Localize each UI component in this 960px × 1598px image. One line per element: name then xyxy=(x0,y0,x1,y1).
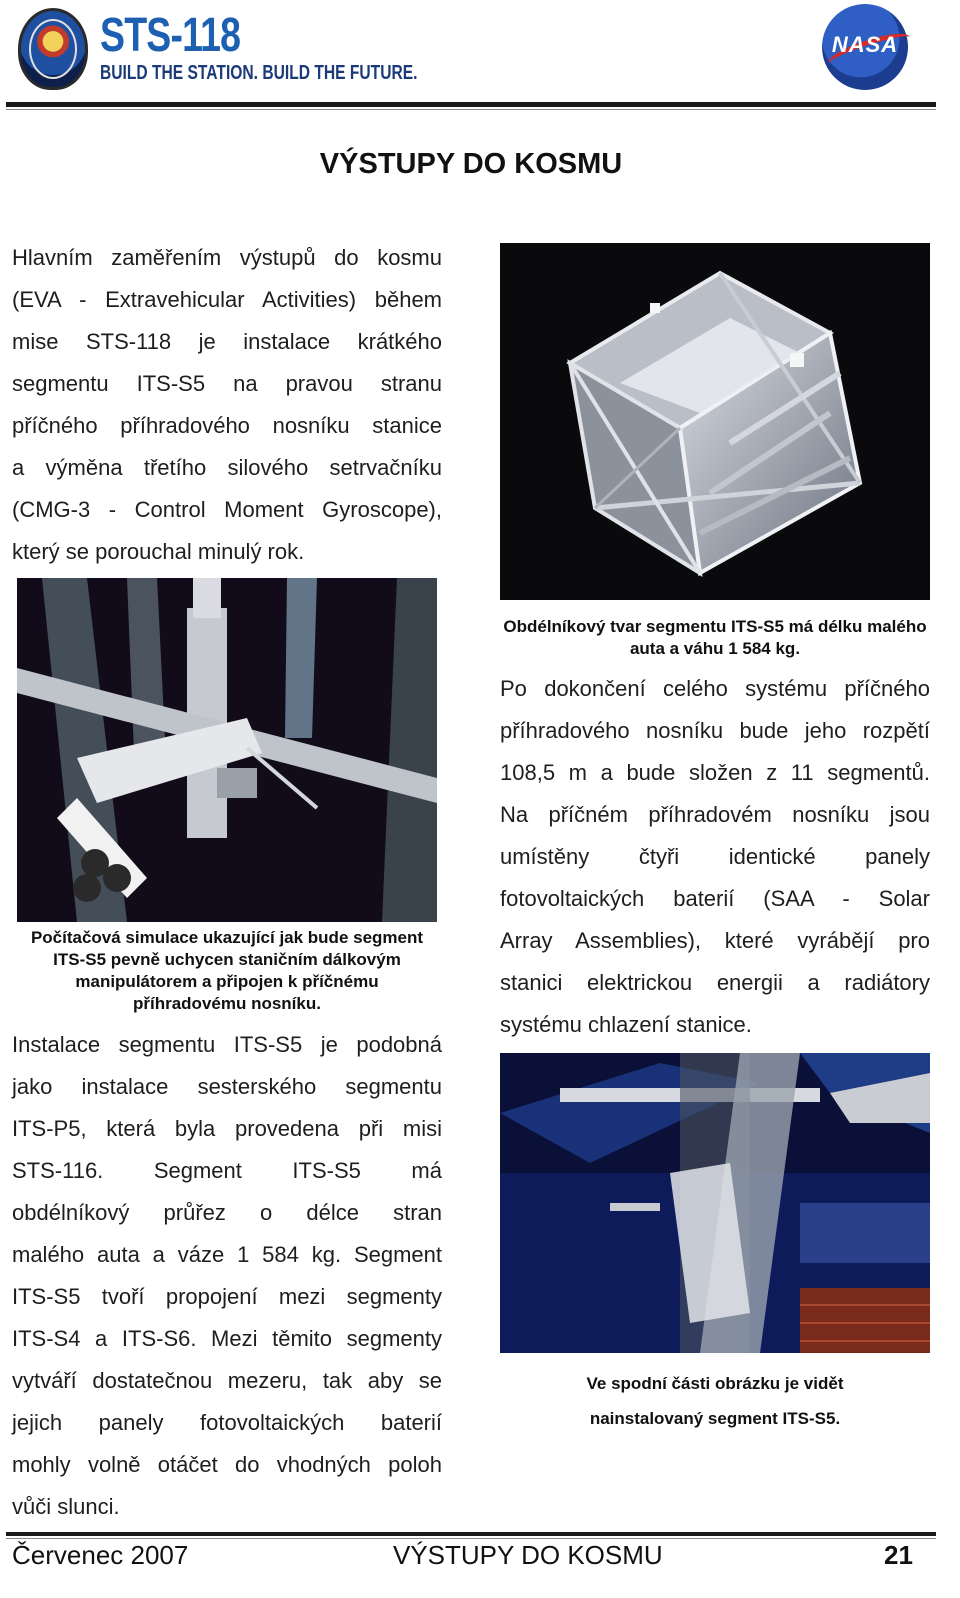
station-simulation-drawing xyxy=(17,578,437,922)
station-earth-caption xyxy=(500,1366,930,1436)
intro-line: příčného příhradového nosníku stanice xyxy=(12,413,442,438)
its-s5-segment-image xyxy=(500,243,930,600)
mission-title: STS-118 xyxy=(100,9,241,62)
truss-line: stanici elektrickou energii a radiátory xyxy=(500,970,930,995)
intro-line: (CMG-3 - Control Moment Gyroscope), xyxy=(12,497,442,522)
station-earth-drawing xyxy=(500,1053,930,1353)
installation-line: ITS-P5, která byla provedena při misi xyxy=(12,1116,442,1141)
page-header xyxy=(0,0,960,110)
truss-line: 108,5 m a bude složen z 11 segmentů. xyxy=(500,760,930,785)
installation-line: obdélníkový průřez o délce stran xyxy=(12,1200,442,1225)
installation-line: jako instalace sesterského segmentu xyxy=(12,1074,442,1099)
intro-line: (EVA - Extravehicular Activities) během xyxy=(12,287,442,312)
nasa-logo-icon xyxy=(822,4,908,90)
installation-line: STS-116. Segment ITS-S5 má xyxy=(12,1158,442,1183)
truss-line: umístěny čtyři identické panely xyxy=(500,844,930,869)
mission-patch-icon xyxy=(18,8,88,90)
footer-divider xyxy=(6,1532,936,1536)
installation-line: ITS-S4 a ITS-S6. Mezi těmito segmenty xyxy=(12,1326,442,1351)
station-simulation-image xyxy=(17,578,437,922)
installation-line: Instalace segmentu ITS-S5 je podobná xyxy=(12,1032,442,1057)
truss-paragraph xyxy=(500,668,930,1046)
installation-line: mohly volně otáčet do vhodných poloh xyxy=(12,1452,442,1477)
mission-tagline: BUILD THE STATION. BUILD THE FUTURE. xyxy=(100,62,418,84)
header-divider-thin xyxy=(6,109,936,110)
installation-line: ITS-S5 tvoří propojení mezi segmenty xyxy=(12,1284,442,1309)
footer-page-number: 21 xyxy=(884,1540,913,1570)
truss-line: Po dokončení celého systému příčného xyxy=(500,676,930,701)
its-s5-caption: Obdélníkový tvar segmentu ITS-S5 má délku malého auta a váhu 1 584 kg. xyxy=(503,617,927,658)
patch-ring xyxy=(29,19,77,79)
intro-paragraph xyxy=(12,237,442,573)
intro-line: Hlavním zaměřením výstupů do kosmu xyxy=(12,245,442,270)
footer-section: VÝSTUPY DO KOSMU xyxy=(393,1540,663,1570)
footer-divider-thin xyxy=(6,1538,936,1539)
intro-line: který se porouchal minulý rok. xyxy=(12,539,305,564)
station-earth-caption-line: nainstalovaný segment ITS-S5. xyxy=(589,1409,841,1428)
nasa-logo-text: NASA xyxy=(831,32,899,57)
installation-paragraph xyxy=(12,1024,442,1528)
intro-line: a výměna třetího silového setrvačníku xyxy=(12,455,442,480)
truss-line: Na příčném příhradovém nosníku jsou xyxy=(500,802,930,827)
truss-line: Array Assemblies), které vyrábějí pro xyxy=(500,928,930,953)
intro-line: segmentu ITS-S5 na pravou stranu xyxy=(12,371,442,396)
page-title: VÝSTUPY DO KOSMU xyxy=(319,148,623,180)
truss-line: systému chlazení stanice. xyxy=(500,1012,752,1037)
installation-line: malého auta a váze 1 584 kg. Segment xyxy=(12,1242,442,1267)
truss-line: fotovoltaických baterií (SAA - Solar xyxy=(500,886,930,911)
header-divider xyxy=(6,102,936,107)
station-earth-caption-line: Ve spodní části obrázku je vidět xyxy=(586,1374,844,1393)
station-simulation-caption: Počítačová simulace ukazující jak bude segment ITS-S5 pevně uchycen staničním dálkovým manipulátorem a připojen k příčnému příhradovému nosníku. xyxy=(30,928,424,1013)
installation-line: vytváří dostatečnou mezeru, tak aby se xyxy=(12,1368,442,1393)
its-s5-segment-drawing xyxy=(500,243,930,600)
intro-line: mise STS-118 je instalace krátkého xyxy=(12,329,442,354)
footer-date: Červenec 2007 xyxy=(12,1540,189,1570)
truss-line: příhradového nosníku bude jeho rozpětí xyxy=(500,718,930,743)
installation-line: jejich panely fotovoltaických baterií xyxy=(12,1410,442,1435)
station-earth-image xyxy=(500,1053,930,1353)
installation-line: vůči slunci. xyxy=(12,1494,120,1519)
